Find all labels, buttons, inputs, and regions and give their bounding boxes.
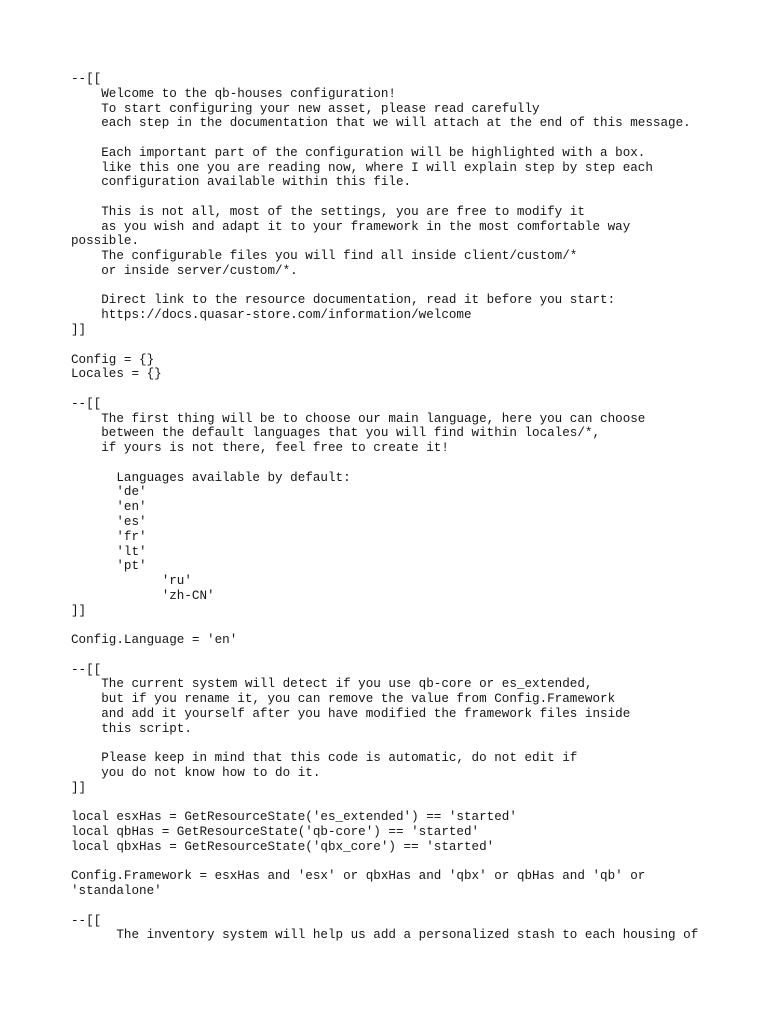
code-line: this script. <box>71 721 192 736</box>
code-line: https://docs.quasar-store.com/information/welcome <box>71 308 472 323</box>
code-line: The first thing will be to choose our main language, here you can choose <box>71 411 646 426</box>
code-line: 'lt' <box>71 544 147 559</box>
code-line: and add it yourself after you have modified the framework files inside <box>71 706 631 721</box>
code-line: 'zh-CN' <box>71 588 215 603</box>
code-line <box>71 618 751 633</box>
code-line: 'fr' <box>71 529 147 544</box>
code-line: configuration available within this file. <box>71 175 412 190</box>
code-line <box>71 796 751 811</box>
code-line: Each important part of the configuration will be highlighted with a box. <box>71 145 646 160</box>
code-line <box>71 855 751 870</box>
code-line: --[[ <box>71 72 102 86</box>
code-line: or inside server/custom/*. <box>71 263 298 278</box>
code-line: 'de' <box>71 485 147 500</box>
code-line <box>71 382 751 397</box>
code-line: --[[ <box>71 396 102 411</box>
code-line <box>71 338 751 353</box>
code-line: local qbHas = GetResourceState('qb-core') == 'started' <box>71 825 480 840</box>
code-line: Config.Framework = esxHas and 'esx' or qbxHas and 'qbx' or qbHas and 'qb' or <box>71 869 646 884</box>
code-line: as you wish and adapt it to your framework in the most comfortable way <box>71 219 631 234</box>
code-line: if yours is not there, feel free to create it! <box>71 441 449 456</box>
code-line: To start configuring your new asset, please read carefully <box>71 101 540 116</box>
code-document <box>71 72 751 943</box>
code-line: 'ru' <box>71 574 192 589</box>
code-line: you do not know how to do it. <box>71 765 321 780</box>
code-line <box>71 279 751 294</box>
code-line: 'es' <box>71 514 147 529</box>
code-line: ]] <box>71 603 87 618</box>
code-line <box>71 456 751 471</box>
code-line: but if you rename it, you can remove the value from Config.Framework <box>71 692 616 707</box>
code-line: Languages available by default: <box>71 470 351 485</box>
code-line <box>71 648 751 663</box>
code-line: ]] <box>71 780 87 795</box>
code-line: 'standalone' <box>71 884 162 899</box>
code-line <box>71 899 751 914</box>
code-line: --[[ <box>71 662 102 677</box>
code-line: 'en' <box>71 500 147 515</box>
code-line: local esxHas = GetResourceState('es_extended') == 'started' <box>71 810 517 825</box>
code-line: Please keep in mind that this code is automatic, do not edit if <box>71 751 578 766</box>
code-line: possible. <box>71 234 140 249</box>
code-line: Locales = {} <box>71 367 162 382</box>
code-line <box>71 190 751 205</box>
code-line: The inventory system will help us add a personalized stash to each housing of <box>71 928 699 943</box>
code-line: The current system will detect if you use qb-core or es_extended, <box>71 677 593 692</box>
code-line: Config.Language = 'en' <box>71 633 238 648</box>
code-line <box>71 736 751 751</box>
code-line: local qbxHas = GetResourceState('qbx_core') == 'started' <box>71 839 495 854</box>
code-line: 'pt' <box>71 559 147 574</box>
code-line: between the default languages that you will find within locales/*, <box>71 426 601 441</box>
code-line: ]] <box>71 323 87 338</box>
code-line: The configurable files you will find all inside client/custom/* <box>71 249 578 264</box>
code-line: like this one you are reading now, where I will explain step by step each <box>71 160 653 175</box>
code-line: Direct link to the resource documentation, read it before you start: <box>71 293 616 308</box>
code-line: This is not all, most of the settings, you are free to modify it <box>71 204 585 219</box>
code-line <box>71 131 751 146</box>
code-line: --[[ <box>71 913 102 928</box>
code-line: Welcome to the qb-houses configuration! <box>71 86 396 101</box>
code-line: each step in the documentation that we will attach at the end of this message. <box>71 116 691 131</box>
code-line: Config = {} <box>71 352 155 367</box>
